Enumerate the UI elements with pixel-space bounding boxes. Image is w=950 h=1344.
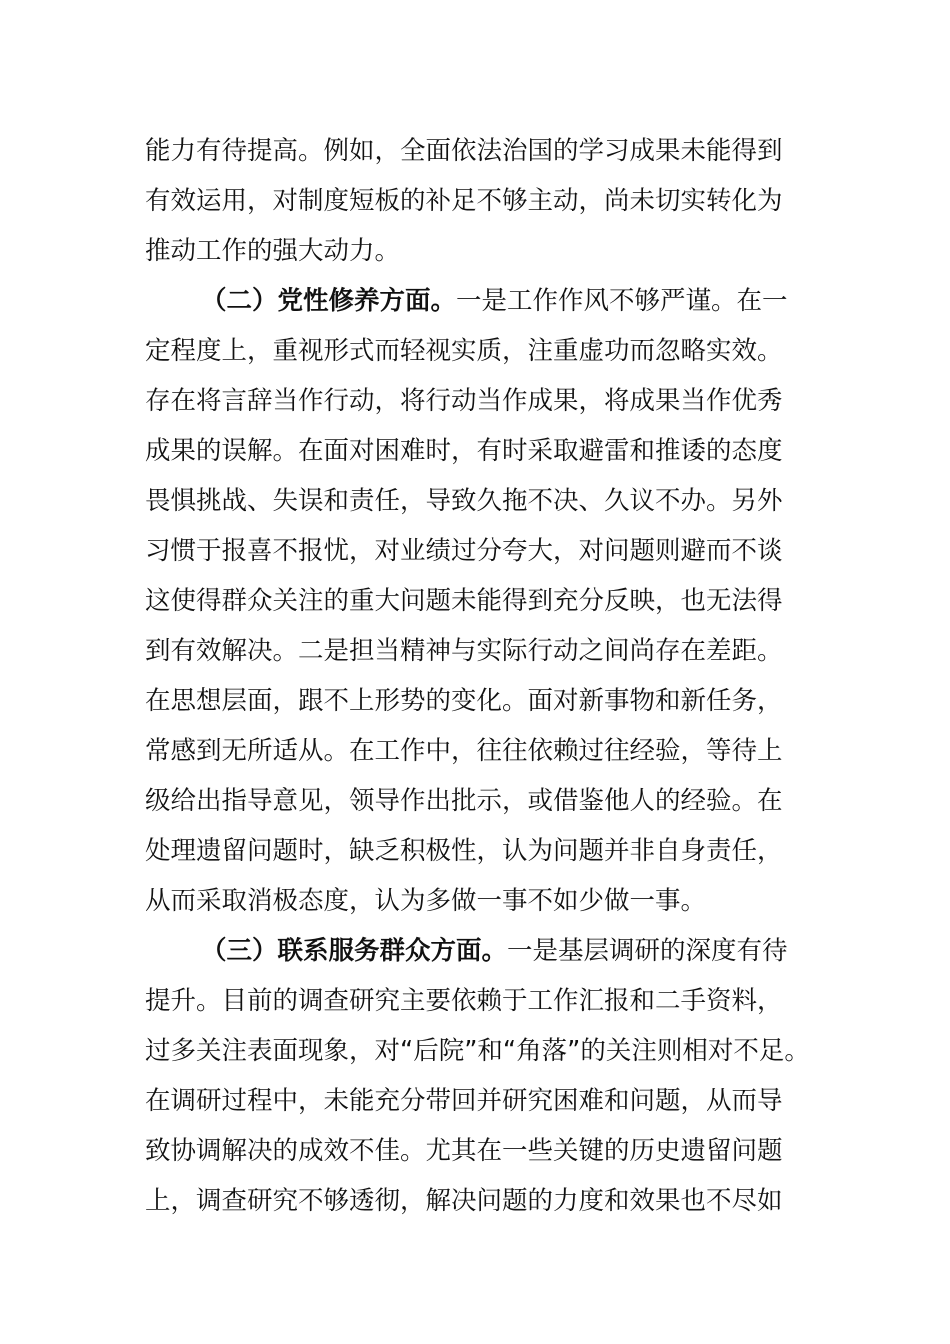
text-line: 能力有待提高。例如，全面依法治国的学习成果未能得到 [145, 136, 783, 166]
text-line: 级给出指导意见，领导作出批示，或借鉴他人的经验。在 [145, 786, 783, 816]
text-line: 过多关注表面现象，对“后院”和“角落”的关注则相对不足。 [145, 1036, 810, 1066]
text-line: 成果的误解。在面对困难时，有时采取避雷和推诿的态度 [145, 436, 783, 466]
section-heading-serve-masses: （三）联系服务群众方面。 [201, 936, 508, 966]
text-line: 有效运用，对制度短板的补足不够主动，尚未切实转化为 [145, 186, 783, 216]
paragraph-1 [145, 126, 810, 276]
text-line: 推动工作的强大动力。 [145, 236, 401, 266]
text-line: 提升。目前的调查研究主要依赖于工作汇报和二手资料， [145, 986, 783, 1016]
text-line: 这使得群众关注的重大问题未能得到充分反映，也无法得 [145, 586, 783, 616]
text-line: 到有效解决。二是担当精神与实际行动之间尚存在差距。 [145, 636, 783, 666]
text-line: 上，调查研究不够透彻，解决问题的力度和效果也不尽如 [145, 1186, 783, 1216]
text-line: 畏惧挑战、失误和责任，导致久拖不决、久议不办。另外 [145, 486, 783, 516]
text-line: 定程度上，重视形式而轻视实质，注重虚功而忽略实效。 [145, 336, 783, 366]
section-heading-party-spirit: （二）党性修养方面。 [201, 286, 457, 316]
text-run: 一是基层调研的深度有待 [507, 936, 788, 966]
paragraph-2 [145, 276, 810, 926]
text-line: 处理遗留问题时，缺乏积极性，认为问题并非自身责任， [145, 836, 783, 866]
text-line [145, 276, 810, 326]
text-line: 在调研过程中，未能充分带回并研究困难和问题，从而导 [145, 1086, 783, 1116]
paragraph-3 [145, 926, 810, 1226]
document-body [145, 126, 810, 1226]
text-line: 存在将言辞当作行动，将行动当作成果，将成果当作优秀 [145, 386, 783, 416]
text-line: 常感到无所适从。在工作中，往往依赖过往经验，等待上 [145, 736, 783, 766]
text-line [145, 926, 810, 976]
text-line: 致协调解决的成效不佳。尤其在一些关键的历史遗留问题 [145, 1136, 783, 1166]
text-line: 习惯于报喜不报忧，对业绩过分夸大，对问题则避而不谈 [145, 536, 783, 566]
text-run: 一是工作作风不够严谨。在一 [456, 286, 788, 316]
text-line: 在思想层面，跟不上形势的变化。面对新事物和新任务， [145, 686, 783, 716]
text-line: 从而采取消极态度，认为多做一事不如少做一事。 [145, 886, 707, 916]
